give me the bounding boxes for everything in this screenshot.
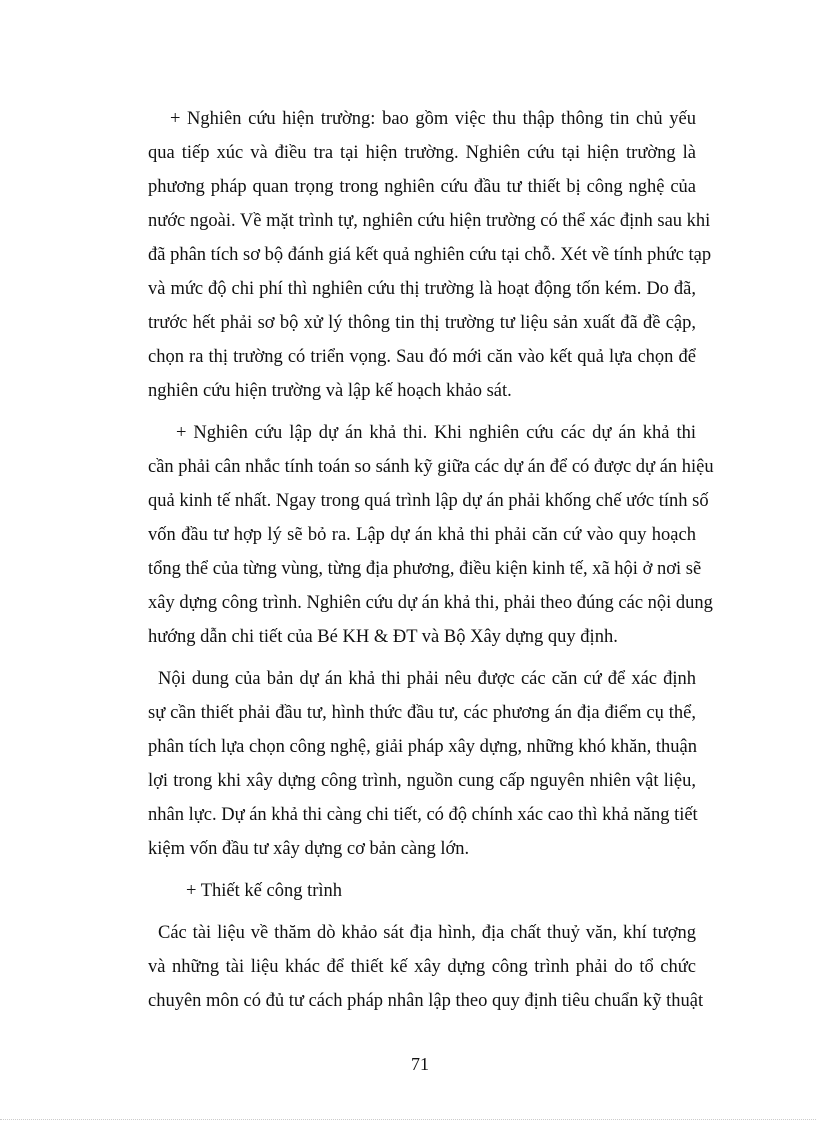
text-line: trước hết phải sơ bộ xử lý thông tin thị trường tư liệu sản xuất đã đề cập, <box>148 313 696 333</box>
text-line: chuyên môn có đủ tư cách pháp nhân lập theo quy định tiêu chuẩn kỹ thuật <box>148 991 704 1011</box>
text-line: xây dựng công trình. Nghiên cứu dự án khả thi, phải theo đúng các nội dung <box>148 593 713 613</box>
text-line: + Thiết kế công trình <box>186 881 343 901</box>
text-line: lợi trong khi xây dựng công trình, nguồn cung cấp nguyên nhiên vật liệu, <box>148 771 696 791</box>
text-line: sự cần thiết phải đầu tư, hình thức đầu tư, các phương án địa điểm cụ thể, <box>148 703 696 723</box>
paragraph-field-research <box>148 102 712 408</box>
text-line: vốn đầu tư hợp lý sẽ bỏ ra. Lập dự án khả thi phải căn cứ vào quy hoạch <box>148 525 696 545</box>
paragraph-design-heading <box>148 874 696 908</box>
text-line: qua tiếp xúc và điều tra tại hiện trường. Nghiên cứu tại hiện trường là <box>148 143 696 163</box>
paragraph-feasibility-content <box>148 662 696 866</box>
text-line: + Nghiên cứu hiện trường: bao gồm việc thu thập thông tin chủ yếu <box>170 109 696 129</box>
text-line: Nội dung của bản dự án khả thi phải nêu được các căn cứ để xác định <box>158 669 696 689</box>
text-line: tổng thể của từng vùng, từng địa phương, điều kiện kinh tế, xã hội ở nơi sẽ <box>148 559 702 579</box>
text-line: nhân lực. Dự án khả thi càng chi tiết, có độ chính xác cao thì khả năng tiết <box>148 805 698 825</box>
text-line: nghiên cứu hiện trường và lập kế hoạch khảo sát. <box>148 381 512 401</box>
text-line: quả kinh tế nhất. Ngay trong quá trình lập dự án phải khống chế ước tính số <box>148 491 709 511</box>
paragraph-design-documents <box>148 916 704 1018</box>
text-line: phương pháp quan trọng trong nghiên cứu đầu tư thiết bị công nghệ của <box>148 177 696 197</box>
text-line: và mức độ chi phí thì nghiên cứu thị trường là hoạt động tốn kém. Do đã, <box>148 279 696 299</box>
text-line: nước ngoài. Về mặt trình tự, nghiên cứu hiện trường có thể xác định sau khi <box>148 211 711 231</box>
text-line: và những tài liệu khác để thiết kế xây dựng công trình phải do tổ chức <box>148 957 696 977</box>
page-number: 71 <box>411 1054 429 1074</box>
text-line: chọn ra thị trường có triển vọng. Sau đó mới căn vào kết quả lựa chọn để <box>148 347 696 367</box>
text-line: kiệm vốn đầu tư xây dựng cơ bản càng lớn. <box>148 839 470 859</box>
text-line: hướng dẫn chi tiết của Bé KH & ĐT và Bộ Xây dựng quy định. <box>148 627 618 647</box>
text-line: + Nghiên cứu lập dự án khả thi. Khi nghiên cứu các dự án khả thi <box>176 423 696 443</box>
text-line: đã phân tích sơ bộ đánh giá kết quả nghiên cứu tại chỗ. Xét về tính phức tạp <box>148 245 712 265</box>
text-line: cần phải cân nhắc tính toán so sánh kỹ giữa các dự án để có được dự án hiệu <box>148 457 714 477</box>
text-line: Các tài liệu về thăm dò khảo sát địa hình, địa chất thuỷ văn, khí tượng <box>158 923 696 943</box>
text-line: phân tích lựa chọn công nghệ, giải pháp xây dựng, những khó khăn, thuận <box>148 737 697 757</box>
body-text <box>148 102 714 1026</box>
page-bottom-divider <box>0 1119 816 1120</box>
paragraph-feasibility-study <box>148 416 714 654</box>
